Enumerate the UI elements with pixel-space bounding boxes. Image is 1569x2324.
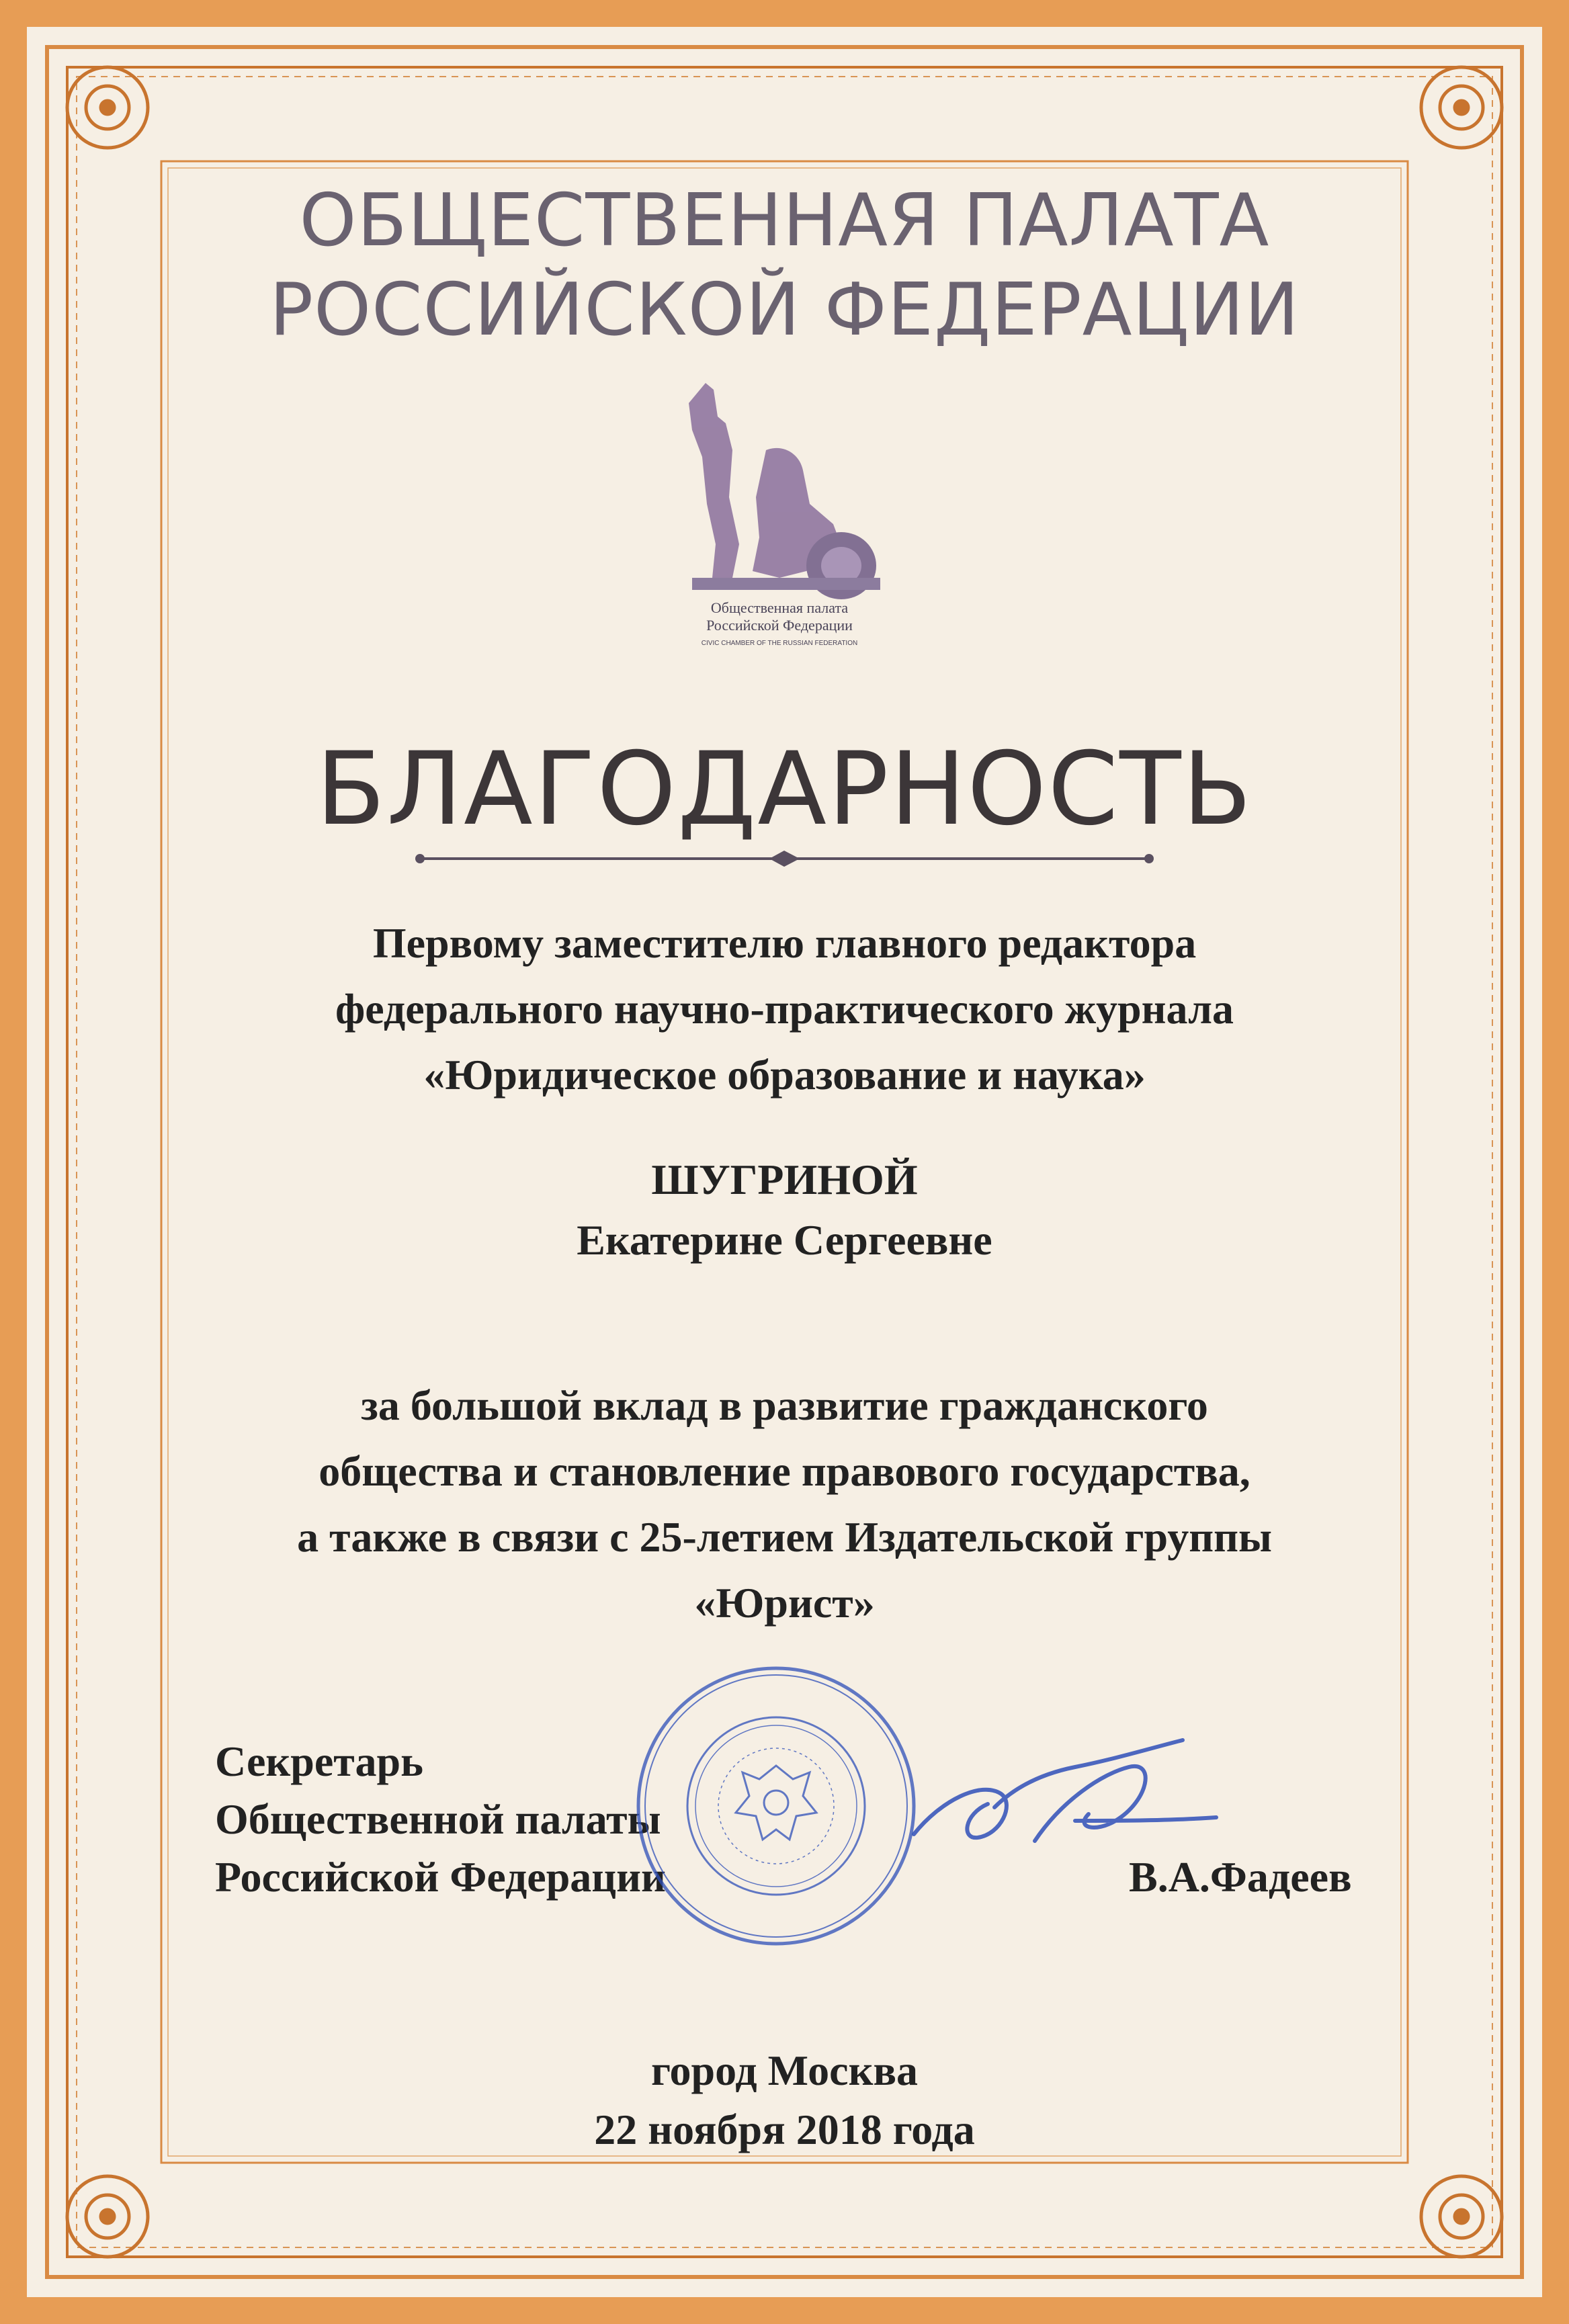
issue-date: 22 ноября 2018 года [594,2106,975,2153]
recipient-position-line-2: федерального научно-практического журнала [335,985,1234,1033]
organization-name-line-2: РОССИЙСКОЙ ФЕДЕРАЦИИ [269,268,1300,352]
signatory-role-line-3: Российской Федерации [215,1853,666,1901]
document-title: БЛАГОДАРНОСТЬ [316,731,1253,848]
corner-ornament-bottom-right [1421,2176,1502,2257]
civic-chamber-emblem [665,376,894,658]
organization-name-line-1: ОБЩЕСТВЕННАЯ ПАЛАТА [299,179,1270,263]
corner-ornament-top-left [67,67,148,148]
recipient-given-names: Екатерине Сергеевне [577,1216,992,1264]
signatory-role-line-2: Общественной палаты [215,1795,661,1843]
emblem-caption-line-1: Общественная палата [710,599,849,616]
reason-line-1: за большой вклад в развитие гражданского [361,1381,1208,1429]
emblem-caption-english: CIVIC CHAMBER OF THE RUSSIAN FEDERATION [701,640,858,647]
title-underline [413,845,1156,872]
recipient-surname: ШУГРИНОЙ [651,1156,918,1203]
corner-ornament-top-right [1421,67,1502,148]
official-stamp [628,1658,924,1954]
corner-ornament-bottom-left [67,2176,148,2257]
emblem-caption-line-2: Российской Федерации [706,617,853,634]
handwritten-signature [900,1720,1223,1881]
signatory-name: В.А.Фадеев [1129,1853,1352,1901]
recipient-position-line-3: «Юридическое образование и наука» [423,1051,1146,1099]
signatory-role-line-1: Секретарь [215,1737,423,1785]
reason-line-4: «Юрист» [694,1579,875,1627]
reason-line-3: а также в связи с 25-летием Издательской группы [297,1513,1272,1561]
issue-place: город Москва [651,2047,918,2094]
recipient-position-line-1: Первому заместителю главного редактора [372,919,1197,967]
reason-line-2: общества и становление правового государства, [319,1447,1250,1495]
